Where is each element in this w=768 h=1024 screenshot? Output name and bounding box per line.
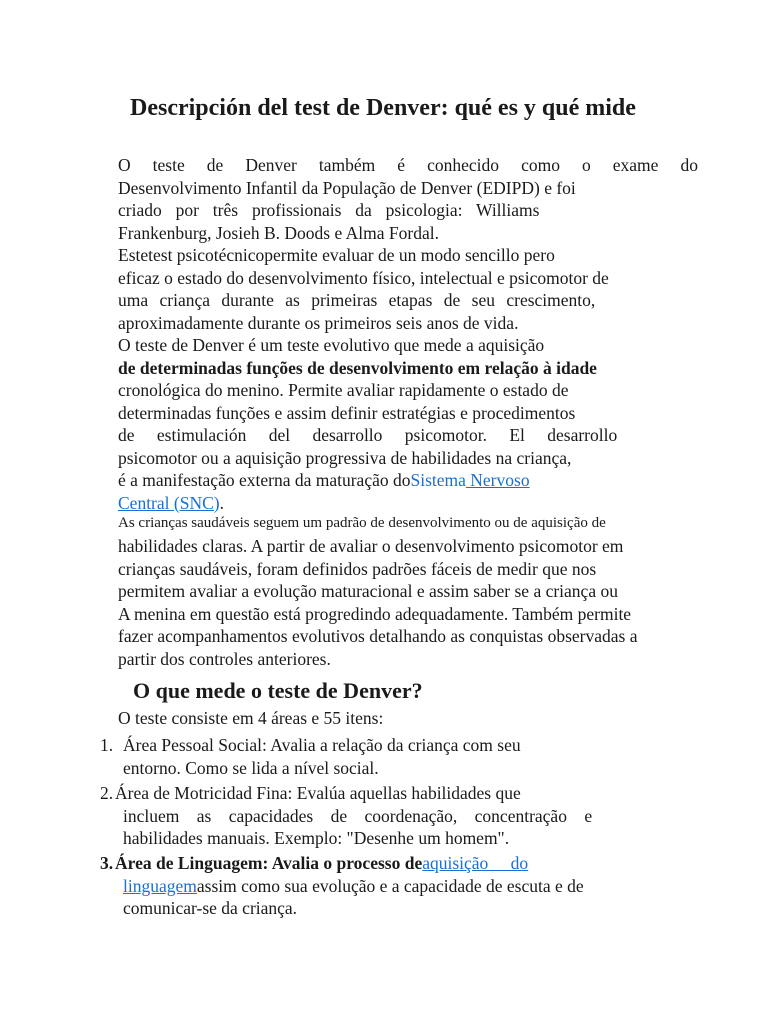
line-text-bold: Área de Linguagem: Avalia o processo de [115, 853, 423, 873]
paragraph-line: psicomotor ou a aquisição progressiva de habilidades na criança, [118, 447, 572, 468]
paragraph-line [118, 424, 698, 447]
list-line [115, 897, 695, 920]
paragraph-line: eficaz o estado do desenvolvimento físico, intelectual e psicomotor de [118, 267, 609, 288]
line-text: criado por três profissionais da psicologia: Williams [118, 200, 540, 220]
word: é [397, 155, 406, 175]
paragraph-line: cronológica do menino. Permite avaliar rapidamente o estado de [118, 380, 569, 400]
page-title: Descripción del test de Denver: qué es y qué mide [130, 95, 636, 121]
paragraph-line [118, 154, 698, 177]
list-number-1: 1. [100, 735, 114, 755]
paragraph-line: Frankenburg, Josieh B. Doods e Alma Fordal. [118, 222, 439, 243]
word: exame [612, 155, 659, 175]
list-item-1 [123, 734, 683, 779]
word: o [581, 155, 591, 175]
paragraph-line: aproximadamente durante os primeiros seis anos de vida. [118, 312, 519, 333]
paragraph-line [118, 289, 698, 312]
list-number-2: 2. [100, 783, 114, 803]
line-text: assim como sua evolução e a capacidade de escuta e de [196, 875, 584, 896]
paragraph-1 [118, 154, 698, 244]
paragraph-line-small: As crianças saudáveis seguem um padrão de desenvolvimento ou de aquisição de [118, 515, 606, 531]
list-line [115, 852, 695, 875]
paragraph-4 [118, 513, 698, 670]
paragraph-line: fazer acompanhamentos evolutivos detalhando as conquistas observadas a [118, 626, 638, 646]
list-line: entorno. Como se lida a nível social. [123, 757, 379, 778]
snc-link-part-1[interactable]: Sistema [410, 470, 466, 490]
line-text: comunicar-se da criança. [123, 898, 298, 918]
paragraph-line: crianças saudáveis, foram definidos padrões fáceis de medir que nos [118, 558, 597, 579]
word: teste [152, 155, 185, 175]
section-heading: O que mede o teste de Denver? [133, 678, 423, 703]
line-text: uma criança durante as primeiras etapas de seu crescimento, [118, 290, 596, 310]
word: também [318, 155, 376, 175]
snc-link-part-2[interactable] [466, 470, 596, 490]
paragraph-line: habilidades claras. A partir de avaliar o desenvolvimento psicomotor em [118, 536, 624, 556]
list-number-3: 3. [100, 853, 114, 873]
paragraph-line: partir dos controles anteriores. [118, 648, 331, 669]
word: do [680, 155, 698, 175]
list-intro [118, 707, 698, 730]
list-line [115, 805, 675, 828]
line-text: é a manifestação externa da maturação do [118, 470, 411, 490]
paragraph-line [118, 177, 698, 200]
paragraph-line: determinadas funções e assim definir estratégias e procedimentos [118, 402, 576, 423]
line-text: . [219, 492, 224, 513]
word: O [118, 155, 131, 175]
list-item-3 [115, 852, 695, 920]
list-line [115, 827, 675, 850]
word: Denver [245, 155, 297, 175]
paragraph-2 [118, 244, 698, 334]
paragraph-line: O teste de Denver é um teste evolutivo que mede a aquisição [118, 335, 545, 355]
paragraph-line: O teste consiste em 4 áreas e 55 itens: [118, 708, 384, 728]
paragraph-3 [118, 334, 698, 514]
paragraph-line: permitem avaliar a evolução maturacional e assim saber se a criança ou [118, 581, 618, 601]
line-text: incluem as capacidades de coordenação, concentração e [123, 805, 593, 826]
word: de [206, 155, 224, 175]
line-text: de estimulación del desarrollo psicomotor. El desarrollo [118, 425, 618, 445]
word: como [521, 155, 560, 175]
paragraph-line-bold: de determinadas funções de desenvolvimento em relação à idade [118, 357, 597, 378]
list-item-2 [115, 782, 675, 850]
list-line [115, 875, 695, 898]
paragraph-line [118, 492, 698, 515]
link-text[interactable]: Nervoso [465, 470, 530, 490]
word: conhecido [427, 155, 500, 175]
paragraph-line [118, 469, 698, 492]
link-text[interactable]: aquisição do [422, 853, 529, 873]
snc-link-part-3[interactable]: Central (SNC) [118, 492, 220, 513]
line-text: Desenvolvimento Infantil da População de Denver (EDIPD) e foi [118, 177, 576, 198]
language-link-part-2[interactable]: linguagem [123, 875, 197, 896]
paragraph-line [118, 199, 698, 222]
list-line: Área de Motricidad Fina: Evalúa aquellas habilidades que [115, 783, 521, 803]
paragraph-line: A menina em questão está progredindo adequadamente. Também permite [118, 603, 632, 624]
list-line: Área Pessoal Social: Avalia a relação da criança com seu [123, 735, 521, 755]
language-link-part-1[interactable] [422, 853, 586, 873]
line-text: habilidades manuais. Exemplo: "Desenhe um homem". [123, 828, 510, 848]
paragraph-line: Estetest psicotécnicopermite evaluar de un modo sencillo pero [118, 245, 555, 265]
